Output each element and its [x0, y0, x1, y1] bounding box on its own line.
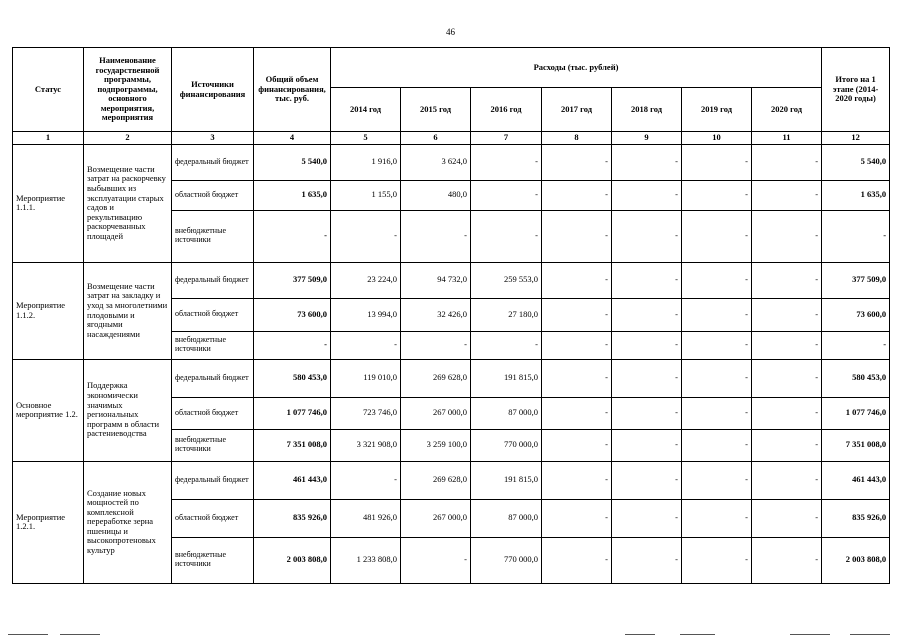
year-value-cell: 269 628,0 — [401, 359, 471, 397]
status-cell: Мероприятие 1.1.2. — [13, 262, 84, 359]
year-value-cell: - — [401, 210, 471, 262]
column-number: 4 — [254, 132, 331, 145]
year-value-cell: - — [682, 180, 752, 210]
year-value-cell: - — [612, 397, 682, 429]
header-source: Источники финансирования — [172, 48, 254, 132]
funding-source-cell: областной бюджет — [172, 298, 254, 331]
stage-total-cell: 461 443,0 — [822, 461, 890, 499]
year-value-cell: - — [612, 429, 682, 461]
column-number: 10 — [682, 132, 752, 145]
total-volume-cell: 5 540,0 — [254, 144, 331, 180]
funding-source-cell: областной бюджет — [172, 180, 254, 210]
table-row — [13, 262, 890, 298]
year-value-cell: 259 553,0 — [471, 262, 542, 298]
activity-name-cell: Поддержка экономически значимых региональных программ в области растениеводства — [84, 359, 172, 461]
total-volume-cell: 1 077 746,0 — [254, 397, 331, 429]
header-year: 2019 год — [682, 88, 752, 132]
year-value-cell: - — [682, 210, 752, 262]
year-value-cell: - — [471, 331, 542, 359]
stage-total-cell: 377 509,0 — [822, 262, 890, 298]
year-value-cell: - — [331, 210, 401, 262]
footer-rule — [8, 634, 48, 635]
table-body — [13, 144, 890, 583]
year-value-cell: 480,0 — [401, 180, 471, 210]
stage-total-cell: 7 351 008,0 — [822, 429, 890, 461]
funding-source-cell: областной бюджет — [172, 397, 254, 429]
column-number: 11 — [752, 132, 822, 145]
year-value-cell: 3 321 908,0 — [331, 429, 401, 461]
year-value-cell: - — [542, 210, 612, 262]
year-value-cell: 119 010,0 — [331, 359, 401, 397]
year-value-cell: 191 815,0 — [471, 359, 542, 397]
status-cell: Мероприятие 1.2.1. — [13, 461, 84, 583]
year-value-cell: - — [752, 144, 822, 180]
year-value-cell: 191 815,0 — [471, 461, 542, 499]
year-value-cell: - — [612, 359, 682, 397]
stage-total-cell: - — [822, 210, 890, 262]
year-value-cell: - — [542, 298, 612, 331]
stage-total-cell: 580 453,0 — [822, 359, 890, 397]
year-value-cell: - — [612, 331, 682, 359]
year-value-cell: - — [682, 429, 752, 461]
year-value-cell: 481 926,0 — [331, 499, 401, 537]
header-name: Наименование государственной программы, подпрограммы, основного мероприятия, мероприятия — [84, 48, 172, 132]
year-value-cell: - — [542, 461, 612, 499]
footer-rule — [625, 634, 655, 635]
year-value-cell: 3 624,0 — [401, 144, 471, 180]
year-value-cell: - — [542, 144, 612, 180]
activity-name-cell: Возмещение части затрат на раскорчевку выбывших из эксплуатации старых садов и рекультивацию раскорчеванных площадей — [84, 144, 172, 262]
year-value-cell: 87 000,0 — [471, 499, 542, 537]
column-number: 3 — [172, 132, 254, 145]
funding-source-cell: областной бюджет — [172, 499, 254, 537]
year-value-cell: - — [682, 331, 752, 359]
year-value-cell: - — [542, 331, 612, 359]
header-stage-total: Итого на 1 этапе (2014-2020 годы) — [822, 48, 890, 132]
footer-rule — [850, 634, 890, 635]
funding-source-cell: внебюджетные источники — [172, 537, 254, 583]
year-value-cell: 32 426,0 — [401, 298, 471, 331]
footer-rule — [790, 634, 830, 635]
footer-rule — [680, 634, 715, 635]
budget-table — [12, 47, 890, 584]
year-value-cell: 1 916,0 — [331, 144, 401, 180]
table-row — [13, 359, 890, 397]
stage-total-cell: - — [822, 331, 890, 359]
column-number: 12 — [822, 132, 890, 145]
year-value-cell: - — [682, 397, 752, 429]
year-value-cell: - — [752, 262, 822, 298]
header-year: 2018 год — [612, 88, 682, 132]
status-cell: Основное мероприятие 1.2. — [13, 359, 84, 461]
year-value-cell: - — [542, 397, 612, 429]
total-volume-cell: 835 926,0 — [254, 499, 331, 537]
year-value-cell: - — [331, 331, 401, 359]
year-value-cell: - — [682, 461, 752, 499]
header-year: 2020 год — [752, 88, 822, 132]
funding-source-cell: федеральный бюджет — [172, 461, 254, 499]
footer-rule — [60, 634, 100, 635]
year-value-cell: - — [752, 397, 822, 429]
table-row — [13, 144, 890, 180]
year-value-cell: - — [752, 180, 822, 210]
header-year: 2017 год — [542, 88, 612, 132]
year-value-cell: - — [612, 180, 682, 210]
year-value-cell: - — [752, 359, 822, 397]
year-value-cell: - — [542, 180, 612, 210]
total-volume-cell: - — [254, 210, 331, 262]
stage-total-cell: 73 600,0 — [822, 298, 890, 331]
year-value-cell: 27 180,0 — [471, 298, 542, 331]
year-value-cell: - — [682, 144, 752, 180]
year-value-cell: - — [682, 359, 752, 397]
total-volume-cell: 461 443,0 — [254, 461, 331, 499]
year-value-cell: 723 746,0 — [331, 397, 401, 429]
total-volume-cell: 580 453,0 — [254, 359, 331, 397]
year-value-cell: - — [401, 331, 471, 359]
column-number: 8 — [542, 132, 612, 145]
funding-source-cell: федеральный бюджет — [172, 144, 254, 180]
funding-source-cell: внебюджетные источники — [172, 210, 254, 262]
year-value-cell: - — [612, 537, 682, 583]
column-number: 7 — [471, 132, 542, 145]
header-year: 2016 год — [471, 88, 542, 132]
stage-total-cell: 5 540,0 — [822, 144, 890, 180]
year-value-cell: - — [612, 262, 682, 298]
column-number: 1 — [13, 132, 84, 145]
header-expenses: Расходы (тыс. рублей) — [331, 48, 822, 88]
total-volume-cell: 1 635,0 — [254, 180, 331, 210]
year-value-cell: 1 155,0 — [331, 180, 401, 210]
year-value-cell: - — [471, 180, 542, 210]
year-value-cell: 13 994,0 — [331, 298, 401, 331]
year-value-cell: - — [752, 537, 822, 583]
year-value-cell: - — [401, 537, 471, 583]
page-number: 46 — [446, 27, 455, 37]
column-number: 2 — [84, 132, 172, 145]
year-value-cell: - — [471, 210, 542, 262]
year-value-cell: - — [752, 298, 822, 331]
total-volume-cell: 377 509,0 — [254, 262, 331, 298]
column-number: 5 — [331, 132, 401, 145]
year-value-cell: - — [542, 537, 612, 583]
column-number-row — [13, 132, 890, 145]
year-value-cell: - — [752, 429, 822, 461]
year-value-cell: 269 628,0 — [401, 461, 471, 499]
year-value-cell: 1 233 808,0 — [331, 537, 401, 583]
year-value-cell: 3 259 100,0 — [401, 429, 471, 461]
column-number: 9 — [612, 132, 682, 145]
year-value-cell: - — [752, 461, 822, 499]
total-volume-cell: 2 003 808,0 — [254, 537, 331, 583]
funding-source-cell: федеральный бюджет — [172, 359, 254, 397]
year-value-cell: 87 000,0 — [471, 397, 542, 429]
total-volume-cell: - — [254, 331, 331, 359]
table-header — [13, 48, 890, 145]
year-value-cell: - — [542, 359, 612, 397]
year-value-cell: - — [612, 499, 682, 537]
year-value-cell: 267 000,0 — [401, 499, 471, 537]
table-row — [13, 461, 890, 499]
year-value-cell: - — [682, 262, 752, 298]
column-number: 6 — [401, 132, 471, 145]
header-total-volume: Общий объем финансирования, тыс. руб. — [254, 48, 331, 132]
year-value-cell: 770 000,0 — [471, 429, 542, 461]
year-value-cell: - — [682, 298, 752, 331]
year-value-cell: - — [471, 144, 542, 180]
total-volume-cell: 7 351 008,0 — [254, 429, 331, 461]
year-value-cell: - — [682, 537, 752, 583]
year-value-cell: - — [542, 429, 612, 461]
year-value-cell: 267 000,0 — [401, 397, 471, 429]
header-year: 2015 год — [401, 88, 471, 132]
activity-name-cell: Возмещение части затрат на закладку и уход за многолетними плодовыми и ягодными насаждениями — [84, 262, 172, 359]
year-value-cell: 94 732,0 — [401, 262, 471, 298]
funding-source-cell: федеральный бюджет — [172, 262, 254, 298]
year-value-cell: - — [331, 461, 401, 499]
funding-source-cell: внебюджетные источники — [172, 429, 254, 461]
year-value-cell: 770 000,0 — [471, 537, 542, 583]
total-volume-cell: 73 600,0 — [254, 298, 331, 331]
stage-total-cell: 1 635,0 — [822, 180, 890, 210]
year-value-cell: - — [612, 461, 682, 499]
year-value-cell: - — [752, 331, 822, 359]
funding-source-cell: внебюджетные источники — [172, 331, 254, 359]
year-value-cell: 23 224,0 — [331, 262, 401, 298]
year-value-cell: - — [612, 298, 682, 331]
year-value-cell: - — [682, 499, 752, 537]
year-value-cell: - — [612, 210, 682, 262]
header-year: 2014 год — [331, 88, 401, 132]
year-value-cell: - — [752, 499, 822, 537]
year-value-cell: - — [612, 144, 682, 180]
stage-total-cell: 1 077 746,0 — [822, 397, 890, 429]
year-value-cell: - — [752, 210, 822, 262]
activity-name-cell: Создание новых мощностей по комплексной переработке зерна пшеницы и высокопротеновых культур — [84, 461, 172, 583]
stage-total-cell: 2 003 808,0 — [822, 537, 890, 583]
year-value-cell: - — [542, 499, 612, 537]
status-cell: Мероприятие 1.1.1. — [13, 144, 84, 262]
stage-total-cell: 835 926,0 — [822, 499, 890, 537]
header-status: Статус — [13, 48, 84, 132]
year-value-cell: - — [542, 262, 612, 298]
